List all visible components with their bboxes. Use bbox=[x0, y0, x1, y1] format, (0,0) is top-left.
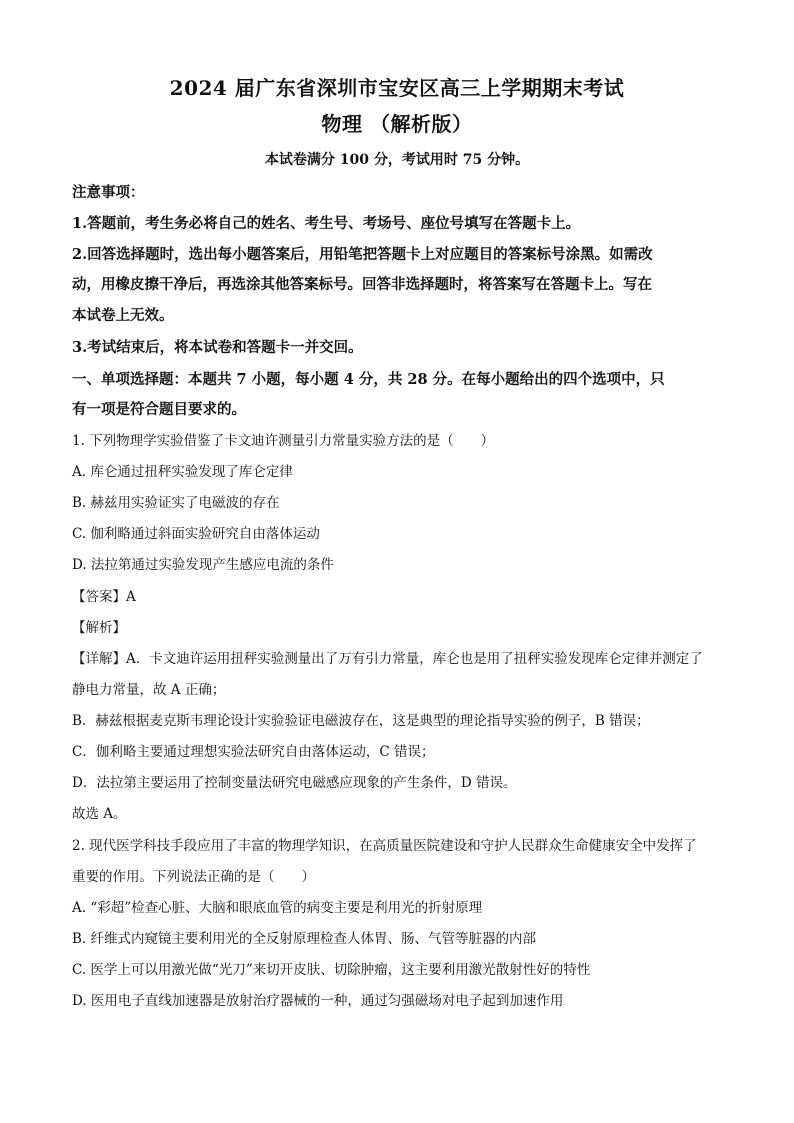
notice-item-2-line-1: 2.回答选择题时，选出每小题答案后，用铅笔把答题卡上对应题目的答案标号涂黑。如需改 bbox=[72, 246, 653, 263]
document-title: 2024 届广东省深圳市宝安区高三上学期期末考试 bbox=[169, 76, 625, 100]
question-1-answer: 【答案】A bbox=[72, 589, 136, 605]
question-1-detail-d: D．法拉第主要运用了控制变量法研究电磁感应现象的产生条件，D 错误。 bbox=[72, 775, 517, 791]
notice-heading: 注意事项： bbox=[72, 184, 145, 201]
question-1-analysis-label: 【解析】 bbox=[72, 620, 126, 636]
question-2-stem-line-1: 2. 现代医学科技手段应用了丰富的物理学知识，在高质量医院建设和守护人民群众生命健康安全中发挥了 bbox=[72, 838, 697, 854]
question-2-option-a: A. “彩超”检查心脏、大脑和眼底血管的病变主要是利用光的折射原理 bbox=[72, 900, 483, 916]
notice-item-2-line-2: 动，用橡皮擦干净后，再选涂其他答案标号。回答非选择题时，将答案写在答题卡上。写在 bbox=[72, 276, 652, 293]
question-1-stem: 1. 下列物理学实验借鉴了卡文迪许测量引力常量实验方法的是（ ） bbox=[72, 433, 495, 449]
question-1-option-b: B. 赫兹用实验证实了电磁波的存在 bbox=[72, 495, 280, 511]
question-1-option-a: A. 库仑通过扭秤实验发现了库仑定律 bbox=[72, 464, 293, 480]
document-subtitle: 物理 （解析版） bbox=[321, 112, 473, 136]
section-heading-line-1: 一、单项选择题：本题共 7 小题，每小题 4 分，共 28 分。在每小题给出的四个选项中，只 bbox=[72, 371, 665, 388]
question-2-option-c: C. 医学上可以用激光做“光刀”来切开皮肤、切除肿瘤，这主要利用激光散射性好的特性 bbox=[72, 962, 591, 978]
question-1-detail-line-1: 【详解】A．卡文迪许运用扭秤实验测量出了万有引力常量，库仑也是用了扭秤实验发现库仑定律并测定了 bbox=[72, 651, 703, 667]
question-1-option-c: C. 伽利略通过斜面实验研究自由落体运动 bbox=[72, 526, 320, 542]
section-heading-line-2: 有一项是符合题目要求的。 bbox=[72, 401, 246, 418]
question-1-conclusion: 故选 A。 bbox=[72, 806, 127, 822]
question-2-option-b: B. 纤维式内窥镜主要利用光的全反射原理检查人体胃、肠、气管等脏器的内部 bbox=[72, 931, 537, 947]
notice-item-1: 1.答题前，考生务必将自己的姓名、考生号、考场号、座位号填写在答题卡上。 bbox=[72, 215, 581, 232]
question-1-option-d: D. 法拉第通过实验发现产生感应电流的条件 bbox=[72, 557, 334, 573]
question-1-detail-b: B．赫兹根据麦克斯韦理论设计实验验证电磁波存在，这是典型的理论指导实验的例子，B 错误； bbox=[72, 713, 650, 729]
question-1-detail-line-2: 静电力常量，故 A 正确； bbox=[72, 682, 226, 698]
notice-item-2-line-3: 本试卷上无效。 bbox=[72, 307, 174, 324]
notice-item-3: 3.考试结束后，将本试卷和答题卡一并交回。 bbox=[72, 339, 363, 356]
question-2-option-d: D. 医用电子直线加速器是放射治疗器械的一种，通过匀强磁场对电子起到加速作用 bbox=[72, 993, 564, 1009]
question-2-stem-line-2: 重要的作用。下列说法正确的是（ ） bbox=[72, 869, 315, 885]
question-1-detail-c: C．伽利略主要通过理想实验法研究自由落体运动，C 错误； bbox=[72, 744, 435, 760]
exam-info: 本试卷满分 100 分，考试用时 75 分钟。 bbox=[264, 152, 530, 168]
